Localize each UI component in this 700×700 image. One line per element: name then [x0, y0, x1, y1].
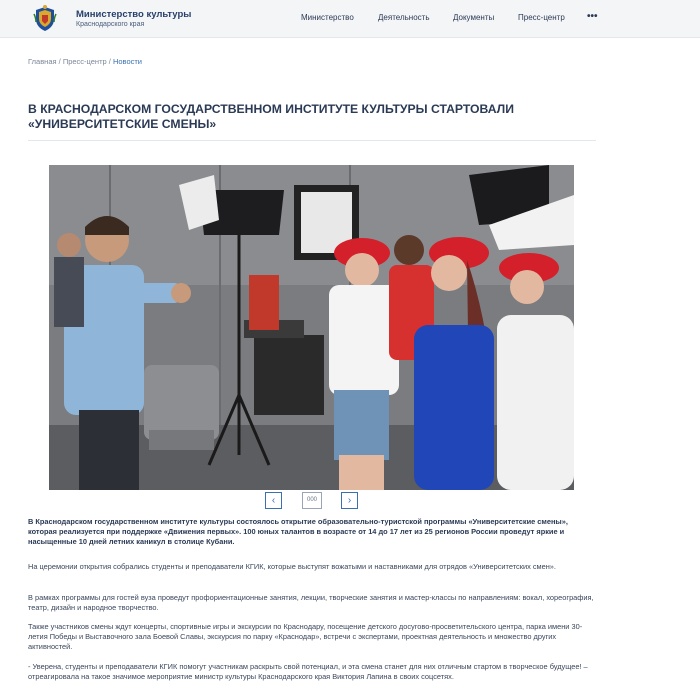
coat-of-arms-icon[interactable]: [33, 4, 57, 32]
carousel-counter[interactable]: 000: [302, 492, 322, 509]
breadcrumb-separator: /: [56, 57, 63, 66]
photo-illustration: [49, 165, 574, 490]
carousel-next-button[interactable]: ›: [341, 492, 358, 509]
article-paragraph: На церемонии открытия собрались студенты и преподаватели КГИК, которые выступят вожатыми и наставниками для отрядов «Университетских смен».: [28, 562, 556, 571]
article-paragraph: - Уверена, студенты и преподаватели КГИК помогут участникам раскрыть свой потенциал, и эта смена станет для них отличным стартом в творческое будущее! – отреагировала на такое значимое мероприятие министр культуры Краснодарского края Виктория Лапина в своих соцсетях.: [28, 662, 588, 681]
nav-documents[interactable]: Документы: [453, 13, 495, 22]
org-name[interactable]: Министерство культуры: [76, 9, 192, 20]
article-photo[interactable]: [49, 165, 574, 490]
breadcrumb: [28, 57, 142, 66]
org-subtitle[interactable]: Краснодарского края: [76, 21, 145, 28]
carousel-prev-button[interactable]: ‹: [265, 492, 282, 509]
breadcrumb-home[interactable]: Главная: [28, 57, 57, 66]
nav-ministry[interactable]: Министерство: [301, 13, 354, 22]
article-paragraph: Также участников смены ждут концерты, спортивные игры и экскурсии по Краснодару, посещение детского досугово-просветительского центра, парка имени 30-летия Победы и Выставочного зала Боевой Славы, экскурсия по парку «Краснодар», встречи с экспертами, проектная деятельность и множество других активностей.: [28, 622, 583, 651]
breadcrumb-press[interactable]: Пресс-центр: [62, 57, 107, 66]
article-lead: В Краснодарском государственном институте культуры состоялось открытие образовательно-туристской программы «Университетские смены», которая реализуется при поддержке «Движения первых». 100 юных талантов в возрасте от 14 до 17 лет из 25 регионов России проведут яркие и насыщенные 10 дней летних каникул в столице Кубани.: [28, 517, 568, 546]
site-header: [0, 0, 700, 38]
article-paragraph: В рамках программы для гостей вуза проведут профориентационные занятия, лекции, творческие занятия и мастер-классы по направлениям: вокал, хореография, театр, дизайн и народное творчество.: [28, 593, 594, 612]
nav-press-center[interactable]: Пресс-центр: [518, 13, 565, 22]
title-divider: [28, 140, 596, 141]
breadcrumb-separator: /: [106, 57, 113, 66]
more-menu-icon[interactable]: •••: [587, 11, 598, 22]
breadcrumb-news[interactable]: Новости: [112, 57, 142, 66]
page-title: В КРАСНОДАРСКОМ ГОСУДАРСТВЕННОМ ИНСТИТУТЕ КУЛЬТУРЫ СТАРТОВАЛИ «УНИВЕРСИТЕТСКИЕ СМЕНЫ»: [28, 102, 514, 131]
nav-activity[interactable]: Деятельность: [378, 13, 430, 22]
